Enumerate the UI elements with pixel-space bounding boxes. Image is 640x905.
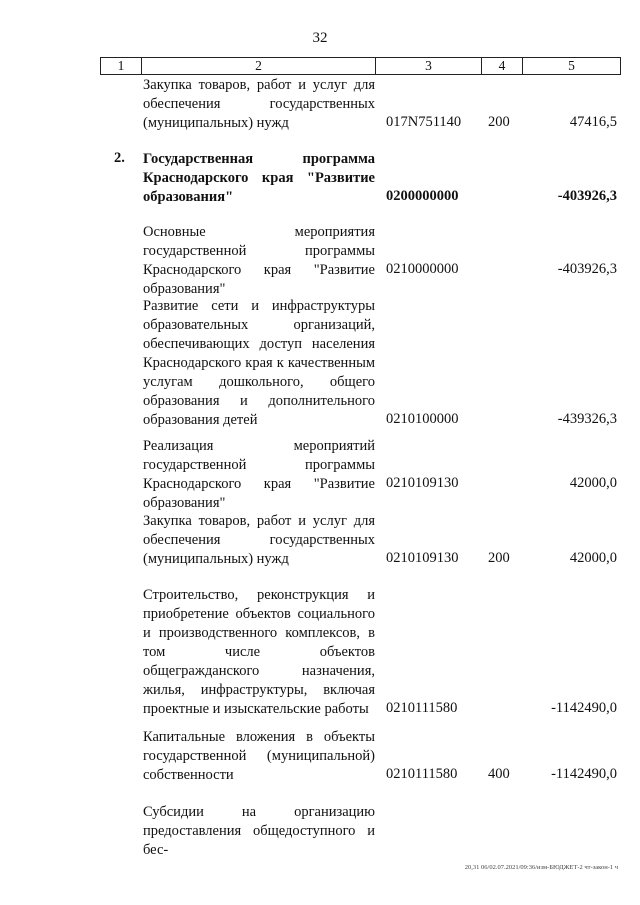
row-number: 2. [114, 150, 125, 166]
row-amount: -439326,3 [557, 411, 617, 427]
row-amount: -403926,3 [557, 188, 617, 204]
table-header [100, 57, 621, 75]
row-code: 0210109130 [386, 550, 459, 566]
row-code: 0210000000 [386, 261, 459, 277]
row-amount: -403926,3 [557, 261, 617, 277]
row-amount: 42000,0 [569, 475, 617, 491]
row-code: 017N751140 [386, 114, 462, 130]
page-number: 32 [312, 30, 328, 46]
header-col-3: 3 [375, 58, 481, 74]
row-name: Основные мероприятия государственной программы Краснодарского края "Развитие образования" [143, 224, 375, 297]
row-kind: 200 [488, 114, 510, 130]
row-name: Капитальные вложения в объекты государственной (муниципальной) собственности [143, 729, 375, 783]
row-amount: -1142490,0 [551, 766, 617, 782]
header-col-4: 4 [481, 58, 522, 74]
row-code: 0210111580 [386, 766, 458, 782]
row-name: Строительство, реконструкция и приобретение объектов социального и производственного комплексов, в том числе объектов общегражданского назначения, жилья, инфраструктуры, включая проектные и изыскательские работы [143, 587, 375, 717]
header-col-2: 2 [141, 58, 375, 74]
row-name: Субсидии на организацию предоставления общедоступного и бес- [143, 804, 375, 858]
row-amount: -1142490,0 [551, 700, 617, 716]
row-amount: 42000,0 [569, 550, 617, 566]
row-kind: 400 [488, 766, 510, 782]
row-name: Развитие сети и инфраструктуры образовательных организаций, обеспечивающих доступ населения Краснодарского края к качественным услугам дошкольного, общего образования и дополнительного образования детей [143, 298, 375, 428]
row-name: Реализация мероприятий государственной программы Краснодарского края "Развитие образования" [143, 438, 375, 511]
row-name: Государственная программа Краснодарского края "Развитие образования" [143, 151, 375, 205]
footer-stamp: 20,31 06/02.07.2021/09:36/изм-БЮДЖЕТ-2 чт-закон-1 ч [464, 864, 618, 871]
header-col-1: 1 [117, 58, 125, 73]
row-code: 0210100000 [386, 411, 459, 427]
row-kind: 200 [488, 550, 510, 566]
row-name: Закупка товаров, работ и услуг для обеспечения государственных (муниципальных) нужд [143, 513, 375, 567]
row-amount: 47416,5 [569, 114, 617, 130]
header-col-5: 5 [522, 58, 620, 74]
row-code: 0210111580 [386, 700, 458, 716]
row-code: 0200000000 [386, 188, 459, 204]
row-code: 0210109130 [386, 475, 459, 491]
row-name: Закупка товаров, работ и услуг для обеспечения государственных (муниципальных) нужд [143, 77, 375, 131]
